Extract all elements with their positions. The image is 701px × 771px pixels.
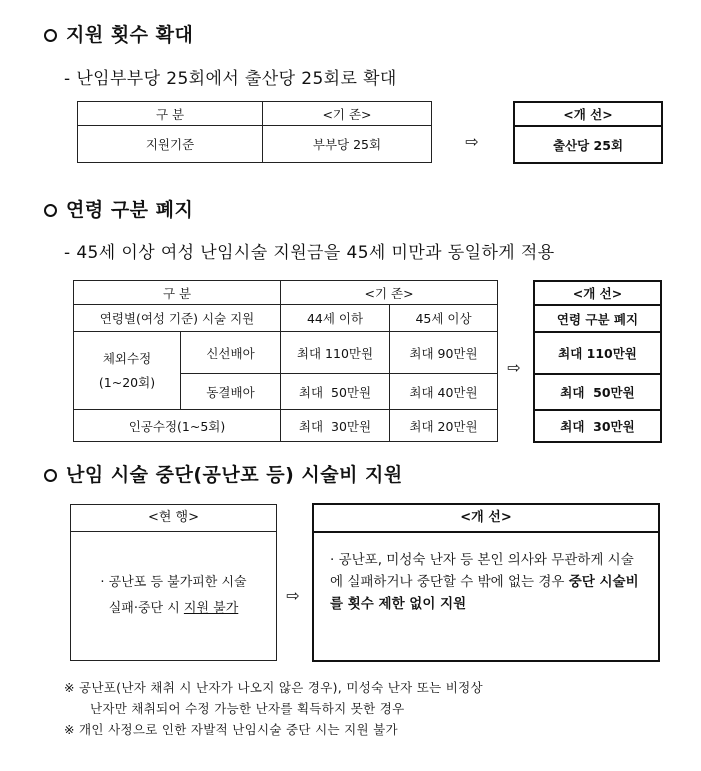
arrow-right-icon: ⇨ [286,586,300,605]
section1-table [77,101,432,163]
fresh-over-45: 최대 90만원 [390,332,498,374]
section3-heading-text: 난임 시술 중단(공난포 등) 시술비 지원 [66,464,403,486]
improved-age-abolished: 연령 구분 폐지 [534,305,661,332]
age-over-45: 45세 이상 [390,305,498,332]
current-line1: · 공난포 등 불가피한 시술 [100,575,247,590]
improved-panel-body [314,533,658,615]
improved-header: <개 선> [534,281,661,305]
current-line2-underlined: 지원 불가 [183,601,239,616]
improved-text-bold: 중단 시술비를 횟수 제한 없이 지원 [330,574,639,612]
age-row-label: 연령별(여성 기준) 시술 지원 [74,305,281,332]
table-cell-criteria: 지원기준 [78,126,263,163]
circle-bullet-icon [44,29,57,42]
current-line2 [77,596,270,622]
section2-sub: - 45세 이상 여성 난임시술 지원금을 45세 미만과 동일하게 적용 [64,243,555,263]
table-header-gubun: 구 분 [78,102,263,126]
improved-text: · 공난포, 미성숙 난자 등 본인 의사와 무관하게 시술에 실패하거나 중단할 수 밖에 없는 경우 [330,552,634,590]
age-under-44: 44세 이하 [281,305,390,332]
note1-line2: 난자만 채취되어 수정 가능한 난자를 획득하지 못한 경우 [90,701,405,716]
improved-panel-title: <개 선> [314,505,658,533]
ivf-label: 체외수정 (1~20회) [74,332,181,410]
fresh-embryo-label: 신선배아 [181,332,281,374]
improved-value: 출산당 25회 [514,126,662,163]
frozen-under-45: 최대 50만원 [281,374,390,410]
section1-improved-table [513,101,663,164]
fresh-under-45: 최대 110만원 [281,332,390,374]
current-panel-body [71,532,276,622]
section1-heading-text: 지원 횟수 확대 [66,24,194,46]
table-cell-existing-value: 부부당 25회 [263,126,432,163]
current-panel [70,504,277,661]
current-line2-text: 실패·중단 시 [108,601,184,616]
improved-frozen: 최대 50만원 [534,374,661,410]
section2-heading [44,195,193,222]
section3-heading [44,460,403,487]
improved-fresh: 최대 110만원 [534,332,661,374]
frozen-embryo-label: 동결배아 [181,374,281,410]
current-panel-title: <현 행> [71,505,276,532]
circle-bullet-icon [44,204,57,217]
circle-bullet-icon [44,469,57,482]
improved-header: <개 선> [514,102,662,126]
section1-sub: - 난임부부당 25회에서 출산당 25회로 확대 [64,69,397,89]
section1-heading [44,20,193,47]
table-header-existing: <기 존> [281,281,498,305]
iui-under-45: 최대 30만원 [281,410,390,442]
iui-label: 인공수정(1~5회) [74,410,281,442]
improved-iui: 최대 30만원 [534,410,661,442]
section2-improved-table [533,280,662,443]
arrow-right-icon: ⇨ [465,132,479,151]
section2-table [73,280,498,442]
arrow-right-icon: ⇨ [507,358,521,377]
iui-over-45: 최대 20만원 [390,410,498,442]
note1-line1: ※ 공난포(난자 채취 시 난자가 나오지 않은 경우), 미성숙 난자 또는 비정상 [64,680,483,695]
table-header-gubun: 구 분 [74,281,281,305]
table-header-existing: <기 존> [263,102,432,126]
section2-heading-text: 연령 구분 폐지 [66,199,194,221]
frozen-over-45: 최대 40만원 [390,374,498,410]
improved-panel [312,503,660,662]
note2: ※ 개인 사정으로 인한 자발적 난임시술 중단 시는 지원 불가 [64,722,398,737]
